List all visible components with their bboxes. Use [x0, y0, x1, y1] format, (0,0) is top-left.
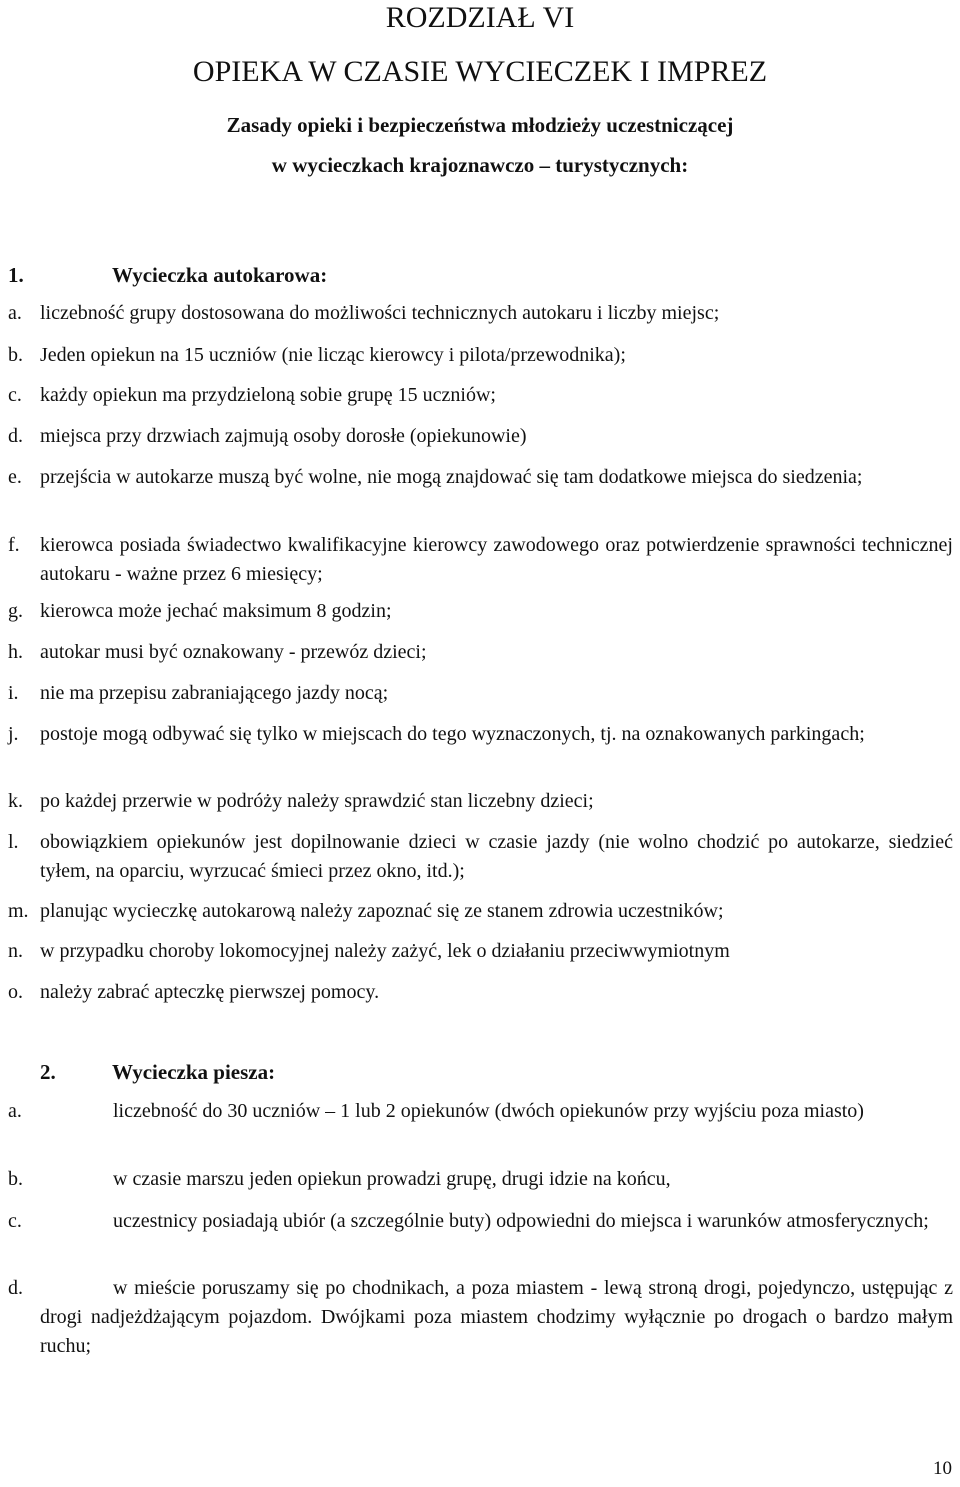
item-letter: d. [8, 425, 23, 447]
page-title: OPIEKA W CZASIE WYCIECZEK I IMPREZ [192, 55, 768, 88]
subtitle-line-1: Zasady opieki i bezpieczeństwa młodzieży uczestniczącej [226, 113, 734, 137]
section-2-number: 2. [40, 1060, 56, 1084]
item-text: kierowca posiada świadectwo kwalifikacyjne kierowcy zawodowego oraz potwierdzenie sprawności technicznej autokaru - ważne przez 6 miesięcy; [40, 534, 953, 585]
item-letter: d. [8, 1277, 23, 1299]
section-1-heading [8, 262, 408, 288]
page-number: 10 [933, 1458, 952, 1479]
item-letter: n. [8, 940, 23, 962]
item-letter: i. [8, 682, 19, 704]
item-text: przejścia w autokarze muszą być wolne, nie mogą znajdować się tam dodatkowe miejsca do siedzenia; [40, 466, 863, 488]
item-text: w mieście poruszamy się po chodnikach, a poza miastem - lewą stroną drogi, pojedynczo, ustępując z drogi nadjeżdżającym pojazdom. Dwójkami poza miastem chodzimy wyłącznie po drogach o bardzo małym ruchu; [40, 1277, 953, 1357]
item-text: po każdej przerwie w podróży należy sprawdzić stan liczebny dzieci; [40, 790, 594, 812]
section-2-heading [40, 1059, 440, 1085]
section-1-number: 1. [8, 263, 24, 287]
section-2-title: Wycieczka piesza: [112, 1060, 276, 1084]
subtitle-line-2: w wycieczkach krajoznawczo – turystycznych: [271, 153, 689, 177]
item-text: w przypadku choroby lokomocyjnej należy zażyć, lek o działaniu przeciwwymiotnym [40, 940, 730, 962]
item-letter: j. [8, 723, 19, 745]
item-text: planując wycieczkę autokarową należy zapoznać się ze stanem zdrowia uczestników; [40, 900, 724, 922]
item-letter: h. [8, 641, 23, 663]
item-letter: c. [8, 384, 22, 406]
item-letter: o. [8, 981, 23, 1003]
item-letter: k. [8, 790, 23, 812]
item-letter: b. [8, 1168, 23, 1190]
item-letter: a. [8, 302, 22, 324]
item-text: postoje mogą odbywać się tylko w miejscach do tego wyznaczonych, tj. na oznakowanych parkingach; [40, 723, 865, 745]
item-letter: a. [8, 1100, 22, 1122]
chapter-heading: ROZDZIAŁ VI [385, 1, 575, 34]
item-letter: b. [8, 344, 23, 366]
item-text: każdy opiekun ma przydzieloną sobie grupę 15 uczniów; [40, 384, 496, 406]
item-letter: g. [8, 600, 23, 622]
item-letter: m. [8, 900, 29, 922]
item-text: miejsca przy drzwiach zajmują osoby dorosłe (opiekunowie) [40, 425, 527, 447]
item-letter: e. [8, 466, 22, 488]
item-text: uczestnicy posiadają ubiór (a szczególnie buty) odpowiedni do miejsca i warunków atmosferycznych; [113, 1210, 929, 1232]
item-text: kierowca może jechać maksimum 8 godzin; [40, 600, 392, 622]
item-text: Jeden opiekun na 15 uczniów (nie licząc kierowcy i pilota/przewodnika); [40, 344, 626, 366]
item-text: liczebność do 30 uczniów – 1 lub 2 opiekunów (dwóch opiekunów przy wyjściu poza miasto) [113, 1100, 864, 1122]
item-letter: c. [8, 1210, 22, 1232]
item-text: w czasie marszu jeden opiekun prowadzi grupę, drugi idzie na końcu, [113, 1168, 671, 1190]
item-text: obowiązkiem opiekunów jest dopilnowanie dzieci w czasie jazdy (nie wolno chodzić po autokarze, siedzieć tyłem, na oparciu, wyrzucać śmieci przez okno, itd.); [40, 831, 953, 882]
section-1-title: Wycieczka autokarowa: [112, 263, 328, 287]
item-letter: l. [8, 831, 19, 853]
item-letter: f. [8, 534, 20, 556]
item-text: należy zabrać apteczkę pierwszej pomocy. [40, 981, 380, 1003]
item-text: liczebność grupy dostosowana do możliwości technicznych autokaru i liczby miejsc; [40, 302, 720, 324]
item-text: autokar musi być oznakowany - przewóz dzieci; [40, 641, 427, 663]
item-text: nie ma przepisu zabraniającego jazdy nocą; [40, 682, 389, 704]
